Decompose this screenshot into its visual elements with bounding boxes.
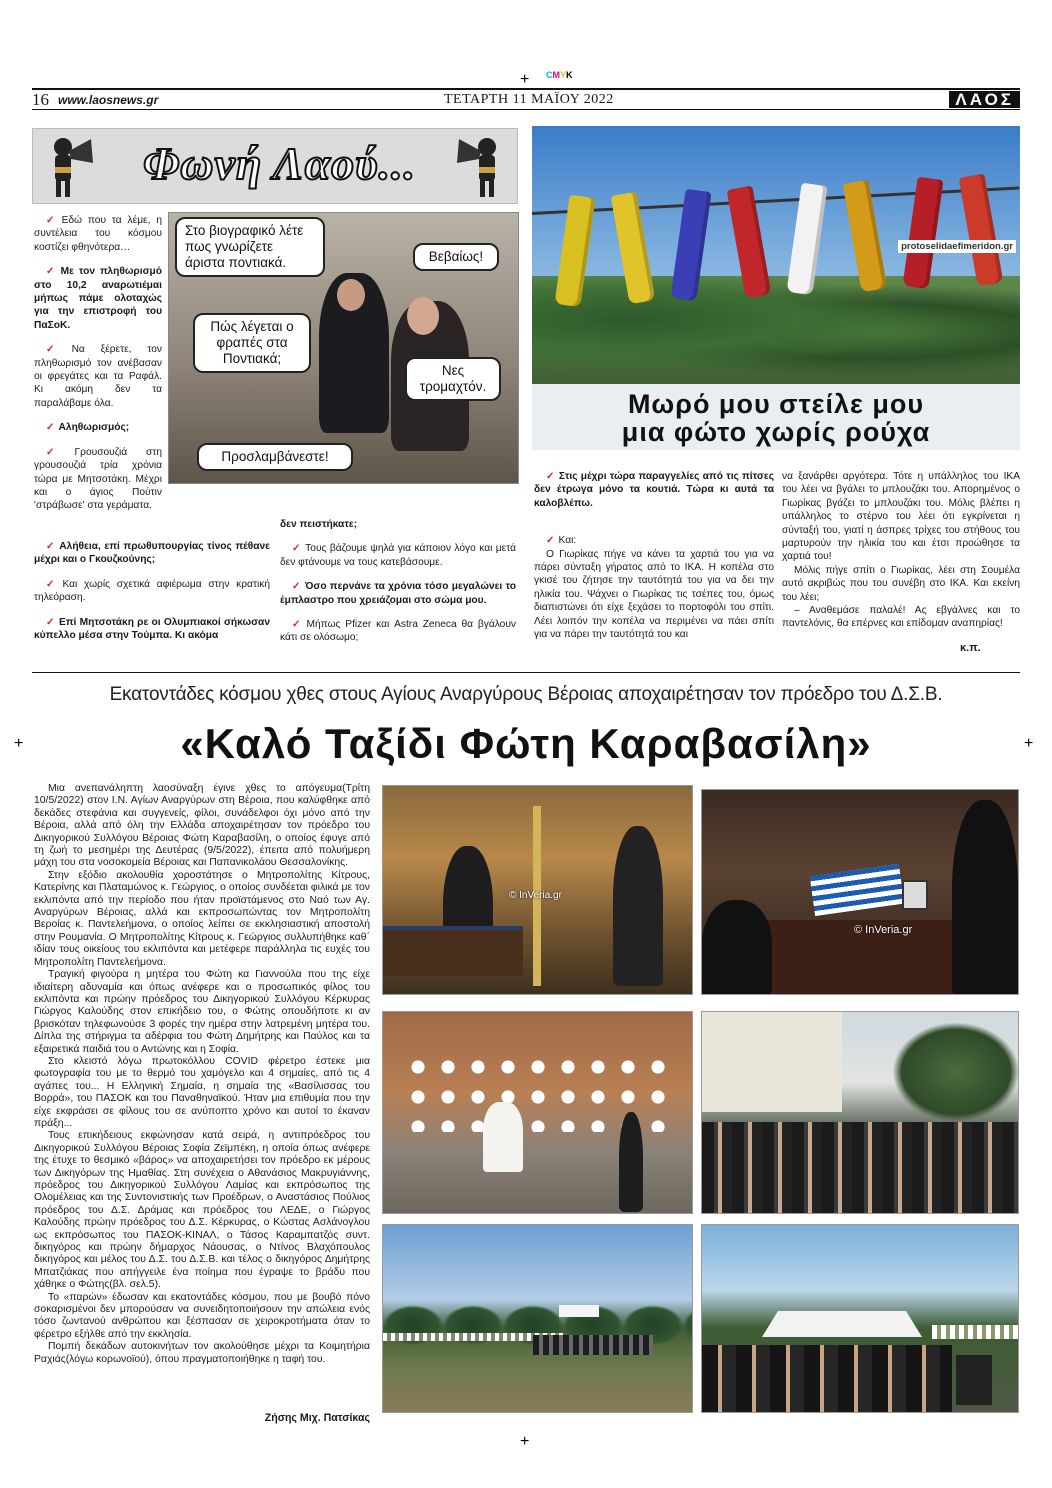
divider bbox=[32, 672, 1020, 673]
burial-photo bbox=[701, 1224, 1019, 1413]
article-paragraph: Τραγική φιγούρα η μητέρα του Φώτη κα Γιαννούλα που της είχε ιδιαίτερη αδυναμία και όπως ανέφερε και ο προσωπικός φίλος του εκλιπόντα και πρώην πρόεδρος του Δικηγορικού Συλλόγου Κέρκυρας Γιώργος Καλούδης στον επικήδειο του, ο Φώτης οπουδήποτε κι αν βρισκόταν τηλεφωνούσε 3 φορές την ημέρα στην λατρεμένη μητέρα του. Δίπλα της στήριγμα τα αδέρφια του Φώτη Δημήτρης και Παύλος και τα εξαιρετικά παιδιά του ο Αντώνης και η Σοφία. bbox=[34, 969, 370, 1055]
paragraph: ✓ Να ξέρετε, τον πληθωρισμό τον ανέβασαν οι φρεγάτες και τα Ραφάλ. Κι ακόμη δεν τα παραλάβαμε όλα. bbox=[34, 344, 162, 409]
tent bbox=[762, 1311, 922, 1337]
cemetery-photo bbox=[382, 1224, 693, 1413]
paragraph: ✓ Τους βάζουμε ψηλά για κάποιον λόγο και μετά δεν φτάνουμε να τους κατεβάσουμε. bbox=[280, 543, 516, 568]
greek-flag bbox=[810, 864, 905, 916]
page-number: 16 bbox=[32, 89, 49, 109]
column-signature: κ.π. bbox=[960, 642, 981, 654]
article-paragraph: Μια ανεπανάληπτη λαοσύναξη έγινε χθες το απόγευμα(Τρίτη 10/5/2022) στον Ι.Ν. Αγίων Αναργύρων στη Βέροια, που καλύφθηκε από δεκάδες στεφάνια και συγγενείς, φίλοι, συνάδελφοι όχι μόνο από την Βέροια, αλλά από όλη την Ελλάδα αποχαιρέτησαν τον πρόεδρο του Δικηγορικού Συλλόγου Βέροιας Φώτη Καραβασίλη, ο οποίος έφυγε από τη ζωή το μεσημέρι της Δευτέρας (9/5/2022), έπειτα από πολυήμερη μάχη του στα νοσοκομεία Βέροιας και Παπανικολάου Θεσσαλονίκης. bbox=[34, 783, 370, 869]
paragraph: ✓ Αλήθεια, επί πρωθυπουργίας τίνος πέθανε μέχρι και ο Γκουζκούνης; bbox=[34, 541, 270, 566]
wreaths-photo bbox=[382, 1011, 693, 1214]
column-1 bbox=[34, 214, 162, 524]
tent bbox=[559, 1305, 599, 1317]
crowd-photo bbox=[701, 1011, 1019, 1214]
article-headline: «Καλό Ταξίδι Φώτη Καραβασίλη» bbox=[180, 720, 872, 767]
church-interior-photo bbox=[382, 785, 693, 995]
priest bbox=[952, 800, 1018, 995]
article-author: Ζήσης Μιχ. Πατσίκας bbox=[264, 1412, 370, 1424]
registration-mark: + bbox=[1024, 735, 1034, 752]
clothespins-photo bbox=[532, 126, 1020, 450]
cmyk-marks: CMYK bbox=[546, 70, 573, 80]
paragraph: ✓ Γρουσουζιά στη γρουσουζιά τρία χρόνια τώρα με Μητσοτάκη. Μέχρι και ο άγιος Πούτιν 'στράβωσε' στα γεράματα. bbox=[34, 446, 162, 512]
paragraph: ✓ Με τον πληθωρισμό στο 10,2 αναρωτιέμαι μήπως πάμε ολοταχώς για την επιστροφή του ΠαΣοΚ. bbox=[34, 266, 162, 331]
article-paragraph: Στην εξόδιο ακολουθία χοροστάτησε ο Μητροπολίτης Κίτρους, Κατερίνης και Πλαταμώνος κ. Γεώργιος, ο οποίος συνδέεται φιλικά με τον εκλιπόντα από την περίοδο που ήταν προϊστάμενος στο Ναό των Αγ. Αναργύρων Βέροιας, αλλά και εκπροσωπώντας τον Μητροπολίτη Βεροίας κ. Παντελεήμονα, ο οποίος λείπει σε εκκλησιαστική αποστολή στην Ρουμανία. Ο Μητροπολίτης Κίτρους κ. Γεώργιος συλλυπήθηκε καθ΄ ιδίαν τους οικείους του εκλιπόντα και μετέφερε παράλληλα τις ευχές του Μητροπολίτη Παντελεήμονα. bbox=[34, 869, 370, 968]
newspaper-logo: ΛΑΟΣ bbox=[949, 91, 1020, 108]
article-kicker: Εκατοντάδες κόσμου χθες στους Αγίους Αναργύρους Βέροιας αποχαιρέτησαν τον πρόεδρο του Δ.Σ.Β. bbox=[109, 684, 943, 705]
figure-head bbox=[407, 297, 439, 335]
person bbox=[702, 900, 772, 995]
meme-image bbox=[168, 212, 519, 484]
website-link[interactable]: www.laosnews.gr bbox=[58, 92, 159, 107]
photo-caption bbox=[532, 384, 1020, 450]
paragraph: Μόλις πήγε σπίτι ο Γιωρίκας, λέει στη Σουμέλα αυτό ακριβώς που του συνέβη στο ΙΚΑ. Και εκείνη του λέει; bbox=[782, 564, 1020, 603]
paragraph: ✓ Μήπως Pfizer και Astra Zeneca θα βγάλουν κάτι σε ολόσωμο; bbox=[280, 619, 516, 644]
portrait-frame bbox=[902, 880, 928, 910]
paragraph: – Αναθεμάσε παλαλέ! Ας εβγάλνες και το παντελόνις, θα επέρνες και επίδομαν αναπηρίας! bbox=[782, 605, 1020, 630]
paragraph: ✓ Στις μέχρι τώρα παραγγελίες από τις πίτσες δεν έτρωγα μόνο τα κουτιά. Τώρα κι αυτά τα καλοβλέπω. bbox=[534, 471, 775, 509]
column-3 bbox=[534, 470, 774, 652]
speech-bubble: Στο βιογραφικό λέτε πως γνωρίζετε άριστα ποντιακά. bbox=[175, 217, 325, 277]
figure-head bbox=[337, 279, 365, 311]
article-paragraph: Τους επικήδειους εκφώνησαν κατά σειρά, η αντιπρόεδρος του Δικηγορικού Συλλόγου Βέροιας Σοφία Ζεϊμπέκη, η οποία όπως ανέφερε της έτυχε το θεσμικό «βάρος» να αποχαιρετήσει τον πρόεδρο εκ μέρους των Δικηγόρων της Ημαθίας. Στη συνέχεια ο Αθανάσιος Μακρυγιάννης, πρόεδρος του Δικηγορικού Συλλόγου Λαμίας και εκπρόσωπος της Ολομέλειας και της Συντονιστικής των Προέδρων, ο Αναστάσιος Πούλιος πρόεδρος του Δ.Σ. Δράμας και πρόεδρος του ΛΕΔΕ, ο Γιώργος Καλούδης πρώην πρόεδρος του Δ.Σ. Κέρκυρας, ο Κώστας Ασλάνογλου ως εκπρόσωπος του ΠΑΣΟΚ-ΚΙΝΑΛ, ο Τάσος Καραμπατζός συντ. δικηγόρος και πρώην δήμαρχος Νάουσας, ο Ντίνος Βλαχόπουλος δικηγόρος και μέλος του Δ.Σ. του Δ.Σ.Β. και τέλος ο δικηγόρος Δημήτρης Μπατζιάκας που απήγγειλε ένα ποίημα που έγραψε το βράδυ που χάθηκε ο Φώτης(βλ. σελ.5). bbox=[34, 1130, 370, 1291]
page-header bbox=[32, 88, 1020, 110]
wreath bbox=[483, 1102, 523, 1172]
column-4 bbox=[782, 470, 1020, 631]
photo-credit: © InVeria.gr bbox=[854, 924, 913, 936]
article-paragraph: Στο κλειστό λόγω πρωτοκόλλου COVID φέρετρο έστεκε μια φωτογραφία του με το θερμό του χαμόγελο και 4 σημαίες, από τις 4 αγάπες του... Η Ελληνική Σημαία, η σημαία της «Βασίλισσας του Βορρά», του ΠΑΣΟΚ και του Παναθηναϊκού. Ήταν μια επιθυμία που την είχε εκφράσει σε φίλους του σε ανύποπτο χρόνο και αυτοί το έκαναν πράξη... bbox=[34, 1055, 370, 1129]
column-title: Φωνή Λαού... bbox=[143, 138, 417, 189]
registration-mark: + bbox=[14, 735, 24, 752]
issue-date: ΤΕΤΑΡΤΗ 11 ΜΑΪΟΥ 2022 bbox=[444, 91, 614, 107]
person bbox=[619, 1112, 643, 1212]
megaphone-figure-icon bbox=[41, 133, 97, 199]
speech-bubble: Νες τρομαχτόν. bbox=[405, 357, 501, 401]
paragraph: ✓ Επί Μητσοτάκη ρε οι Ολυμπιακοί σήκωσαν κύπελλο μέσα στην Τούμπα. Κι ακόμα bbox=[34, 616, 270, 642]
paragraph: ✓ Αληθωρισμός; bbox=[46, 422, 130, 434]
building bbox=[702, 1012, 842, 1112]
paragraph: Ο Γιωρίκας πήγε να κάνει τα χαρτιά του για να πάρει σύνταξη γήρατος από το ΙΚΑ. Η κοπέλα στο γκισέ του ζήτησε την ταυτότητά του για να δει την ηλικία του. Ψάχνει ο Γιωρίκας τις τσέπες του, όμως διαπιστώνει ότι είχε ξεχάσει το πορτοφόλι του σπίτι. Λέει λοιπόν την κοπέλα να περιμένει να πάει σπίτι για να πάρει την ταυτότητά του και bbox=[534, 548, 774, 641]
crowd bbox=[702, 1122, 1019, 1214]
registration-mark: + bbox=[520, 71, 530, 88]
wreaths-row bbox=[932, 1325, 1019, 1339]
caption-line: Μωρό μου στείλε μου bbox=[627, 389, 925, 419]
paragraph: ✓ Όσο περνάνε τα χρόνια τόσο μεγαλώνει το έμπλαστρο που χρειάζομαι στο σώμα μου. bbox=[280, 581, 516, 606]
paragraph: ✓ Και: bbox=[546, 535, 577, 547]
megaphone-figure-icon bbox=[453, 133, 509, 199]
paragraph: ✓ Και χωρίς σχετικά αφιέρωμα στην κρατική τηλεόραση. bbox=[34, 578, 270, 604]
speech-bubble: Προσλαμβάνεστε! bbox=[197, 443, 353, 471]
grave-monument bbox=[956, 1355, 992, 1405]
tree bbox=[892, 1022, 1019, 1122]
speech-bubble: Βεβαίως! bbox=[413, 243, 499, 271]
priest bbox=[613, 826, 663, 986]
trees bbox=[532, 276, 1020, 386]
watermark: protoselidaefimeridon.gr bbox=[898, 240, 1016, 253]
article-paragraph: Πομπή δεκάδων αυτοκινήτων τον ακολούθησε μέχρι τα Κοιμητήρια Ραχιάς(λόγω κορωνοϊού), όπου πραγματοποιήθηκε η ταφή του. bbox=[34, 1341, 370, 1365]
coffin bbox=[383, 926, 523, 976]
article-paragraph: Το «παρών» έδωσαν και εκατοντάδες κόσμου, που με βουβό πόνο σοκαρισμένοι δεν μπορούσαν να συνειδητοποιήσουν την απώλεια ενός τόσο ζωντανού ανθρώπου και ξέσπασαν σε χειροκροτήματα όταν το φέρετρο εξήλθε από την εκκλησία. bbox=[34, 1291, 370, 1340]
crowd bbox=[702, 1345, 952, 1413]
column-1-continued bbox=[34, 540, 270, 653]
article-body bbox=[34, 783, 370, 1366]
column-banner bbox=[32, 128, 518, 204]
coffin-flag-photo bbox=[701, 789, 1019, 995]
crowd bbox=[533, 1335, 653, 1355]
paragraph: να ξανάρθει αργότερα. Τότε η υπάλληλος του ΙΚΑ του λέει να βγάλει το μπλουζάκι του. Απορημένος ο Γιωρίκας βγάζει το μπλουζάκι του. Μόλις βλέπει η υπάλληλος το στέρνο του λέει ότι εγκρίνεται η σύνταξή του, γιατί η άσπρες τρίχες του στήθους του μαρτυρούν την ηλικία του και έτσι προώθησε τα χαρτιά του! bbox=[782, 471, 1020, 563]
paragraph: ✓ Εδώ που τα λέμε, η συντέλεια του κόσμου κοστίζει φθηνότερα… bbox=[34, 215, 162, 253]
registration-mark: + bbox=[520, 1433, 530, 1450]
speech-bubble: Πώς λέγεται ο φραπές στα Ποντιακά; bbox=[193, 313, 311, 373]
caption-line: μια φώτο χωρίς ρούχα bbox=[621, 417, 931, 447]
column-2 bbox=[280, 518, 516, 656]
photo-credit: © InVeria.gr bbox=[509, 890, 562, 901]
paragraph: δεν πειστήκατε; bbox=[280, 519, 358, 530]
